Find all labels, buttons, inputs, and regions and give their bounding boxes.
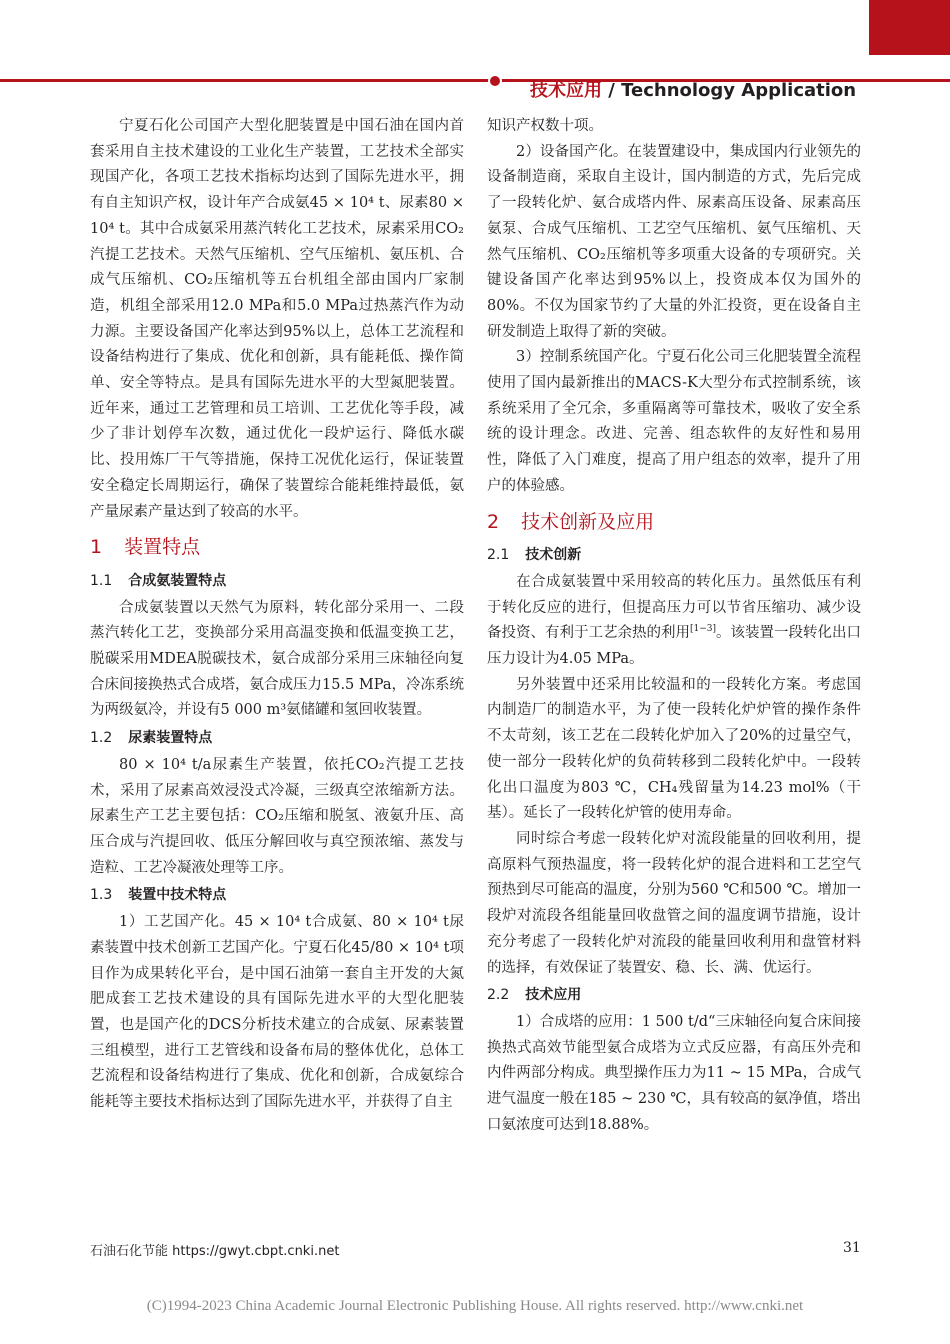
- copyright-watermark: (C)1994-2023 China Academic Journal Electronic Publishing House. All rights reserved. http://www.cnki.net: [146, 1298, 804, 1314]
- right-column: [487, 114, 861, 1138]
- paragraph-2-2: 1）合成塔的应用：1 500 t/d“三床轴径向复合床间接换热式高效节能型氨合成塔为立式反应器，有高压外壳和内件两部分构成。典型操作压力为11 ~ 15 MPa，合成气进气温度一般在185 ~ 230 ℃，具有较高的氨净值，塔出口氨浓度可达到18.88%。: [487, 1013, 861, 1133]
- header-separator: /: [602, 80, 622, 101]
- header-bullet-dot: [488, 74, 502, 88]
- paragraph-text-tail: 。该装置一段转化出口压力设计为4.05 MPa。: [487, 625, 862, 668]
- header-section-zh: 技术应用: [530, 80, 602, 101]
- subsection-title: 尿素装置特点: [128, 730, 213, 747]
- subsection-heading-1-1: [90, 569, 464, 595]
- subsection-heading-2-1: [487, 543, 861, 569]
- subsection-number: 1.1: [90, 572, 113, 589]
- left-column: [90, 114, 464, 1116]
- subsection-title: 技术应用: [525, 987, 582, 1004]
- footer-journal: 石油石化节能 https://gwyt.cbpt.cnki.net: [90, 1244, 340, 1259]
- subsection-title: 技术创新: [525, 547, 582, 564]
- subsection-number: 1.2: [90, 730, 113, 747]
- paragraph-2-1-c: 同时综合考虑一段转化炉对流段能量的回收利用，提高原料气预热温度，将一段转化炉的混合进料和工艺空气预热到尽可能高的温度，分别为560 ℃和500 ℃。增加一段炉对流段各组能量回收盘管之间的温度调节措施，设计充分考虑了一段转化炉对流段的能量回收利用和盘管材料的选择，有效保证了装置安、稳、长、满、优运行。: [487, 830, 861, 976]
- paragraph-1-3: 1）工艺国产化。45 × 10⁴ t合成氨、80 × 10⁴ t尿素装置中技术创新工艺国产化。宁夏石化45/80 × 10⁴ t项目作为成果转化平台，是中国石油第一套自主开发的大氮肥成套工艺技术建设的具有国际先进水平的大型化肥装置，也是国产化的DCS分析技术建立的合成氨、尿素装置三组模型，进行工艺管线和设备布局的整体优化，总体工艺流程和设备结构进行了集成、优化和创新，合成氨综合能耗等主要技术指标达到了国际先进水平，并获得了自主: [90, 914, 464, 1111]
- paragraph-2-1-a: [487, 570, 861, 673]
- section-heading-1: [90, 535, 464, 561]
- continued-paragraph: 知识产权数十项。: [487, 118, 603, 134]
- subsection-heading-1-3: [90, 883, 464, 909]
- paragraph-control-system: 3）控制系统国产化。宁夏石化公司三化肥装置全流程使用了国内最新推出的MACS-K大型分布式控制系统，该系统采用了全冗余，多重隔离等可靠技术，吸收了安全系统的设计理念。改进、完善、组态软件的友好性和易用性，降低了入门难度，提高了用户组态的效率，提升了用户的体验感。: [487, 349, 861, 494]
- subsection-title: 合成氨装置特点: [128, 572, 227, 589]
- intro-paragraph: 宁夏石化公司国产大型化肥装置是中国石油在国内首套采用自主技术建设的工业化生产装置，工艺技术全部实现国产化，各项工艺技术指标均达到了国际先进水平，拥有自主知识产权，设计年产合成氨45 × 10⁴ t、尿素80 × 10⁴ t。其中合成氨采用蒸汽转化工艺技术，尿素采用CO₂汽提工艺技术。天然气压缩机、空气压缩机、氨压机、合成气压缩机、CO₂压缩机等五台机组全部由国内厂家制造，机组全部采用12.0 MPa和5.0 MPa过热蒸汽作为动力源。主要设备国产化率达到95%以上，总体工艺流程和设备结构进行了集成、优化和创新，具有能耗低、操作简单、安全等特点。是具有国际先进水平的大型氮肥装置。近年来，通过工艺管理和员工培训、工艺优化等手段，减少了非计划停车次数，通过优化一段炉运行、降低水碳比、投用炼厂干气等措施，保持工况优化运行，保证装置安全稳定长周期运行，确保了装置综合能耗维持最低，氨产量尿素产量达到了较高的水平。: [90, 118, 464, 520]
- citation-ref[interactable]: [1−3]: [690, 624, 717, 635]
- header-section-en: Technology Application: [621, 80, 857, 101]
- corner-color-block: [869, 0, 950, 55]
- paragraph-text: 在合成氨装置中采用较高的转化压力。虽然低压有利于转化反应的进行，但提高压力可以节省压缩功、减少设备投资、有利于工艺余热的利用: [487, 573, 861, 642]
- subsection-heading-2-2: [487, 983, 861, 1009]
- subsection-number: 1.3: [90, 887, 113, 904]
- section-title: 装置特点: [124, 536, 201, 559]
- paragraph-1-1: 合成氨装置以天然气为原料，转化部分采用一、二段蒸汽转化工艺，变换部分采用高温变换和低温变换工艺，脱碳采用MDEA脱碳技术，氨合成部分采用三床轴径向复合床间接换热式合成塔，氨合成压力15.5 MPa，冷冻系统为两级氨冷，并设有5 000 m³氨储罐和氢回收装置。: [90, 599, 464, 719]
- section-heading-2: [487, 510, 861, 536]
- subsection-heading-1-2: [90, 726, 464, 752]
- subsection-number: 2.1: [487, 547, 510, 564]
- running-header: [530, 76, 856, 102]
- subsection-number: 2.2: [487, 987, 510, 1004]
- section-number: 2: [487, 510, 500, 533]
- paragraph-equipment: 2）设备国产化。在装置建设中，集成国内行业领先的设备制造商，采取自主设计，国内制造的方式，先后完成了一段转化炉、氨合成塔内件、尿素高压设备、尿素高压氨泵、合成气压缩机、工艺空气压缩机、氨气压缩机、天然气压缩机、CO₂压缩机等多项重大设备的专项研究。关键设备国产化率达到95%以上，投资成本仅为国外的80%。不仅为国家节约了大量的外汇投资，更在设备自主研发制造上取得了新的突破。: [487, 143, 861, 340]
- section-title: 技术创新及应用: [521, 510, 655, 533]
- paragraph-1-2: 80 × 10⁴ t/a尿素生产装置，依托CO₂汽提工艺技术，采用了尿素高效浸没式冷凝，三级真空浓缩新方法。尿素生产工艺主要包括：CO₂压缩和脱氢、液氨升压、高压合成与汽提回收、低压分解回收与真空预浓缩、蒸发与造粒、工艺冷凝液处理等工序。: [90, 756, 464, 876]
- paragraph-2-1-b: 另外装置中还采用比较温和的一段转化方案。考虑国内制造厂的制造水平，为了使一段转化炉炉管的操作条件不太苛刻，该工艺在二段转化炉加入了20%的过量空气，使一部分一段转化炉的负荷转移到二段转化炉中。一段转化出口温度为803 ℃，CH₄残留量为14.23 mol%（干基）。延长了一段转化炉管的使用寿命。: [487, 676, 861, 822]
- subsection-title: 装置中技术特点: [128, 887, 227, 904]
- section-number: 1: [90, 536, 103, 559]
- page-number: 31: [843, 1240, 861, 1256]
